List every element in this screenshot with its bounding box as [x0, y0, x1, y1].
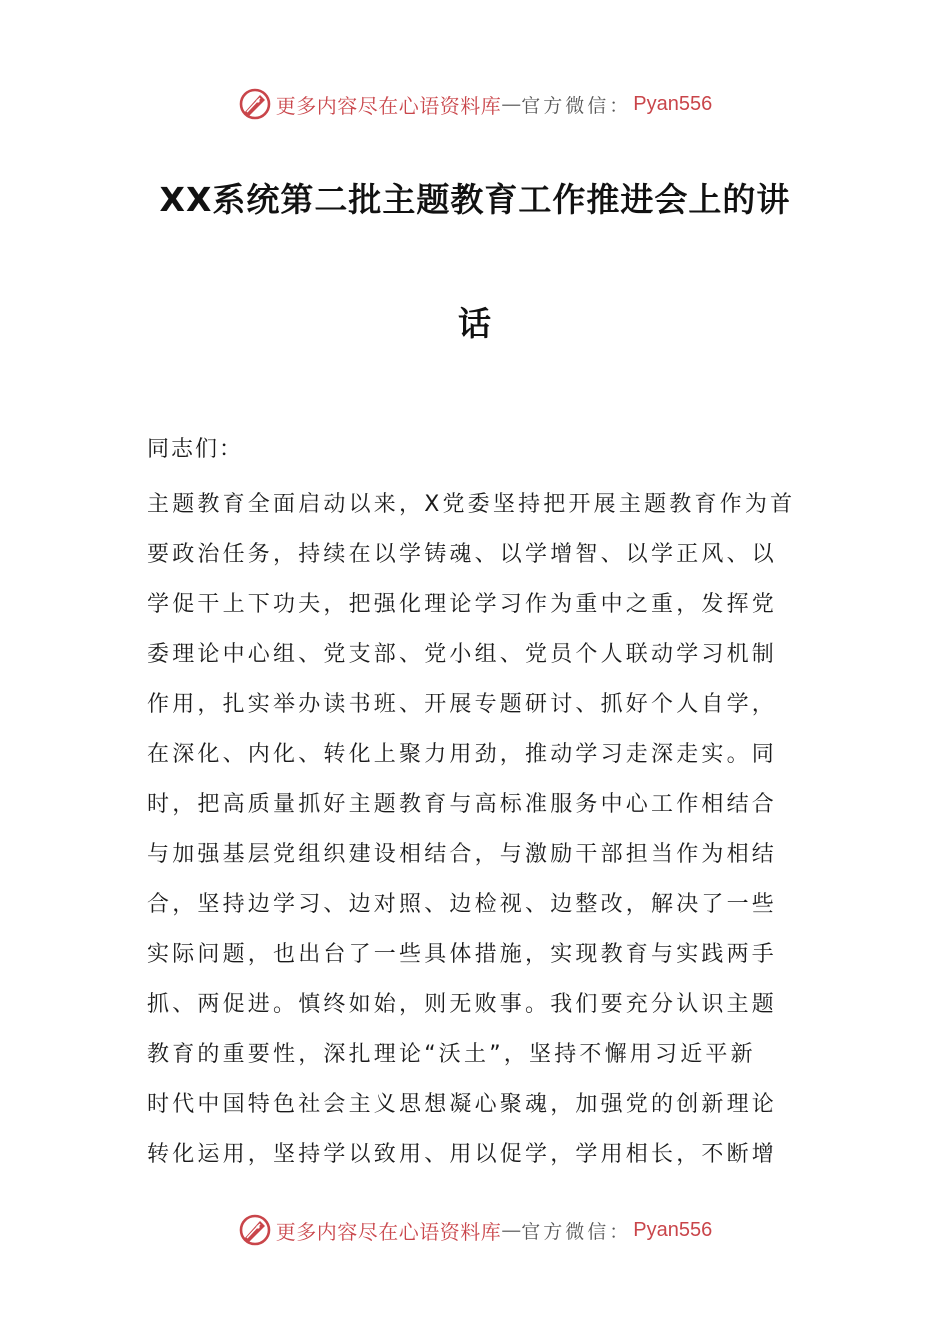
- paragraph-line: 作用，扎实举办读书班、开展专题研讨、抓好个人自学，: [147, 692, 778, 717]
- document-title-line-1: XX系统第二批主题教育工作推进会上的讲: [159, 180, 791, 219]
- header-watermark-banner: [0, 82, 950, 126]
- paragraph-line: 转化运用，坚持学以致用、用以促学，学用相长，不断增: [147, 1142, 778, 1167]
- banner-wechat-id: Pyan556: [633, 1218, 713, 1241]
- paragraph-line: 时，把高质量抓好主题教育与高标准服务中心工作相结合: [147, 792, 778, 817]
- banner-official-label: 官方微信：: [521, 1220, 632, 1243]
- paragraph-line: 学促干上下功夫，把强化理论学习作为重中之重，发挥党: [147, 592, 778, 617]
- paragraph-line: 教育的重要性，深扎理论“沃土”，坚持不懈用习近平新: [147, 1042, 756, 1067]
- body-paragraph: [147, 480, 807, 1180]
- paragraph-line: 主题教育全面启动以来，X党委坚持把开展主题教育作为首: [147, 492, 796, 517]
- salutation: 同志们：: [147, 437, 244, 462]
- paragraph-line: 实际问题，也出台了一些具体措施，实现教育与实践两手: [147, 942, 778, 967]
- paragraph-line: 时代中国特色社会主义思想凝心聚魂，加强党的创新理论: [147, 1092, 778, 1117]
- paragraph-line: 合，坚持边学习、边对照、边检视、边整改，解决了一些: [147, 892, 778, 917]
- banner-brand-text: 更多内容尽在心语资料库: [275, 1219, 502, 1244]
- paragraph-line: 委理论中心组、党支部、党小组、党员个人联动学习机制: [147, 642, 778, 667]
- paragraph-line: 在深化、内化、转化上聚力用劲，推动学习走深走实。同: [147, 742, 778, 767]
- paragraph-line: 抓、两促进。慎终如始，则无败事。我们要充分认识主题: [147, 992, 778, 1017]
- document-title-line-2: 话: [458, 304, 492, 343]
- banner-brand-text: 更多内容尽在心语资料库: [275, 93, 502, 118]
- banner-wechat-id: Pyan556: [633, 92, 713, 115]
- pen-nib-logo-icon: [238, 87, 272, 121]
- pen-nib-logo-icon: [238, 1213, 272, 1247]
- banner-official-label: 官方微信：: [521, 94, 632, 117]
- footer-watermark-banner: [0, 1208, 950, 1252]
- paragraph-line: 与加强基层党组织建设相结合，与激励干部担当作为相结: [147, 842, 778, 867]
- banner-separator: —: [501, 92, 522, 116]
- banner-separator: —: [501, 1218, 522, 1242]
- paragraph-line: 要政治任务，持续在以学铸魂、以学增智、以学正风、以: [147, 542, 778, 567]
